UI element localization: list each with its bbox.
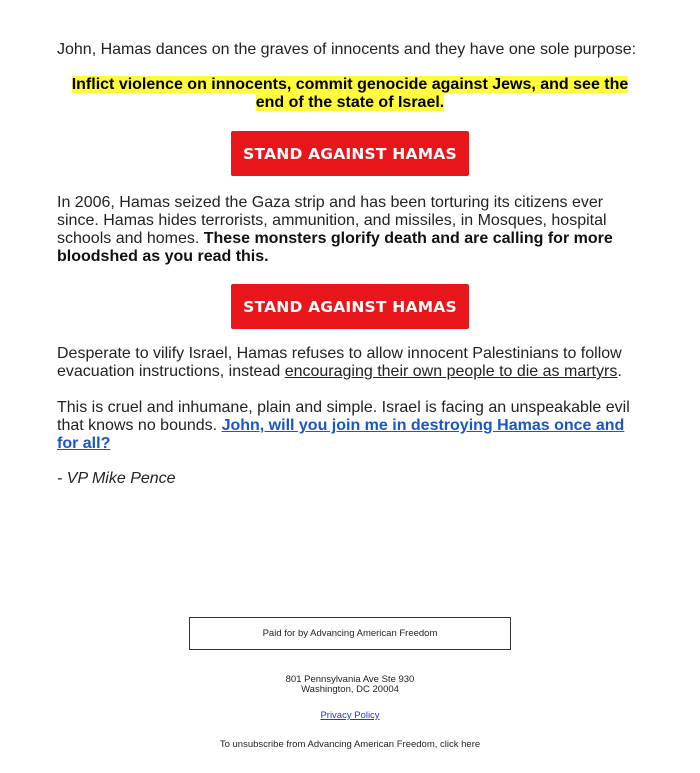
paragraph-call-text: This is cruel and inhumane, plain and simple. Israel is facing an unspeakable evil that knows no bounds. <box>57 399 630 434</box>
paragraph-call-to-action <box>57 399 643 453</box>
paragraph-evacuation-end: . <box>617 363 622 380</box>
join-me-link[interactable]: John, will you join me in destroying Hamas once and for all? <box>57 417 625 452</box>
stand-against-hamas-button-bottom[interactable]: STAND AGAINST HAMAS <box>231 284 469 329</box>
address-line1: 801 Pennsylvania Ave Ste 930 <box>285 674 415 685</box>
paragraph-gaza-text: In 2006, Hamas seized the Gaza strip and has been torturing its citizens ever since. Hamas hides terrorists, ammunition, and missiles, in Mosques, hospital schools and homes. <box>57 194 607 247</box>
highlighted-statement-line1: Inflict violence on innocents, commit genocide against Jews, and see the <box>71 76 629 93</box>
paid-for-disclaimer: Paid for by Advancing American Freedom <box>189 617 511 650</box>
highlighted-statement-line2: end of the state of Israel. <box>255 94 445 111</box>
martyrs-link[interactable]: encouraging their own people to die as martyrs <box>284 363 618 380</box>
stand-against-hamas-button-top[interactable]: STAND AGAINST HAMAS <box>231 131 469 176</box>
address-line2: Washington, DC 20004 <box>301 684 399 695</box>
paragraph-gaza-bold: These monsters glorify death and are calling for more bloodshed as you read this. <box>57 230 613 265</box>
greeting-text: John, Hamas dances on the graves of innocents and they have one sole purpose: <box>57 41 637 58</box>
signature: - VP Mike Pence <box>57 470 176 487</box>
privacy-policy-row <box>0 710 700 721</box>
paragraph-evacuation-text: Desperate to vilify Israel, Hamas refuses to allow innocent Palestinians to follow evacuation instructions, instead <box>57 345 622 380</box>
paragraph-gaza <box>57 194 643 266</box>
highlighted-statement <box>57 76 643 112</box>
mailing-address <box>0 675 700 695</box>
paragraph-evacuation <box>57 345 643 381</box>
privacy-policy-link[interactable]: Privacy Policy <box>320 710 380 721</box>
unsubscribe-text[interactable]: To unsubscribe from Advancing American Freedom, click here <box>219 739 481 750</box>
